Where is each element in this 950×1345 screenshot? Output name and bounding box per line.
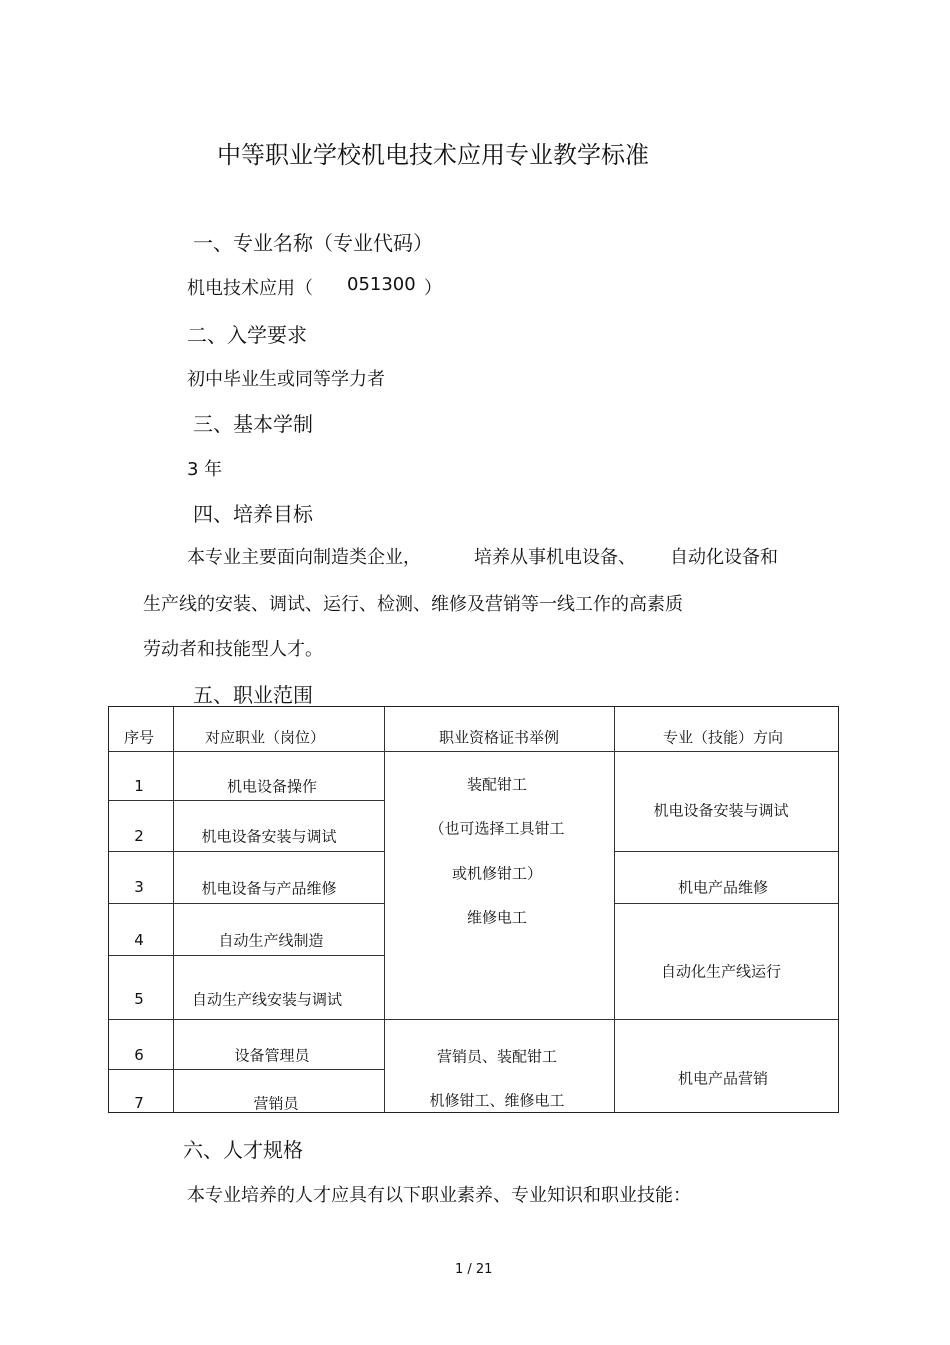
- direction-3: 自动化生产线运行: [660, 962, 782, 981]
- section-4-heading: 四、培养目标: [193, 502, 313, 526]
- cert-group2-line2: 机修钳工、维修电工: [429, 1091, 565, 1110]
- major-name: 机电技术应用（: [187, 278, 313, 299]
- header-job: 对应职业（岗位）: [204, 728, 326, 747]
- header-seq: 序号: [123, 728, 155, 747]
- row-job-3: 机电设备与产品维修: [201, 879, 337, 898]
- page-number: 1 / 21: [455, 1262, 493, 1277]
- row-job-6: 设备管理员: [234, 1046, 310, 1065]
- cert-group1-line2: （也可选择工具钳工: [429, 819, 565, 838]
- occupation-table: [108, 706, 839, 1113]
- row-job-1: 机电设备操作: [226, 777, 318, 796]
- header-certificate: 职业资格证书举例: [438, 728, 560, 747]
- cert-group1-line4: 维修电工: [466, 908, 528, 927]
- row-job-4: 自动生产线制造: [218, 931, 324, 950]
- objective-part-b: 培养从事机电设备、: [474, 547, 636, 568]
- direction-4: 机电产品营销: [677, 1069, 769, 1088]
- section-6-heading: 六、人才规格: [183, 1138, 303, 1162]
- study-duration: 3 年: [187, 459, 223, 480]
- row-seq-1: 1: [134, 777, 144, 795]
- section-3-heading: 三、基本学制: [193, 412, 313, 436]
- section-5-heading: 五、职业范围: [193, 683, 313, 707]
- row-seq-4: 4: [134, 931, 144, 949]
- objective-part-c: 自动化设备和: [670, 547, 778, 568]
- major-code: 051300: [347, 274, 416, 295]
- row-seq-3: 3: [134, 878, 144, 896]
- section-2-heading: 二、入学要求: [187, 323, 307, 347]
- cert-group2-line1: 营销员、装配钳工: [436, 1047, 558, 1066]
- objective-line-3: 劳动者和技能型人才。: [143, 639, 323, 660]
- cert-group1-line1: 装配钳工: [466, 775, 528, 794]
- row-seq-5: 5: [134, 990, 144, 1008]
- major-code-close: ）: [424, 278, 442, 299]
- row-seq-2: 2: [134, 827, 144, 845]
- header-direction: 专业（技能）方向: [662, 728, 784, 747]
- document-title: 中等职业学校机电技术应用专业教学标准: [217, 141, 649, 169]
- row-job-7: 营销员: [253, 1094, 299, 1113]
- row-seq-6: 6: [134, 1046, 144, 1064]
- direction-1: 机电设备安装与调试: [653, 801, 789, 820]
- cert-group1-line3: 或机修钳工）: [451, 864, 543, 883]
- section-1-heading: 一、专业名称（专业代码）: [193, 231, 433, 255]
- row-job-5: 自动生产线安装与调试: [191, 990, 343, 1009]
- row-seq-7: 7: [134, 1094, 144, 1112]
- objective-part-a: 本专业主要面向制造类企业，: [187, 547, 421, 568]
- talent-spec-intro: 本专业培养的人才应具有以下职业素养、专业知识和职业技能：: [187, 1185, 691, 1206]
- row-job-2: 机电设备安装与调试: [201, 827, 337, 846]
- objective-line-2: 生产线的安装、调试、运行、检测、维修及营销等一线工作的高素质: [143, 594, 683, 615]
- direction-2: 机电产品维修: [677, 878, 769, 897]
- admission-requirement: 初中毕业生或同等学力者: [187, 369, 385, 390]
